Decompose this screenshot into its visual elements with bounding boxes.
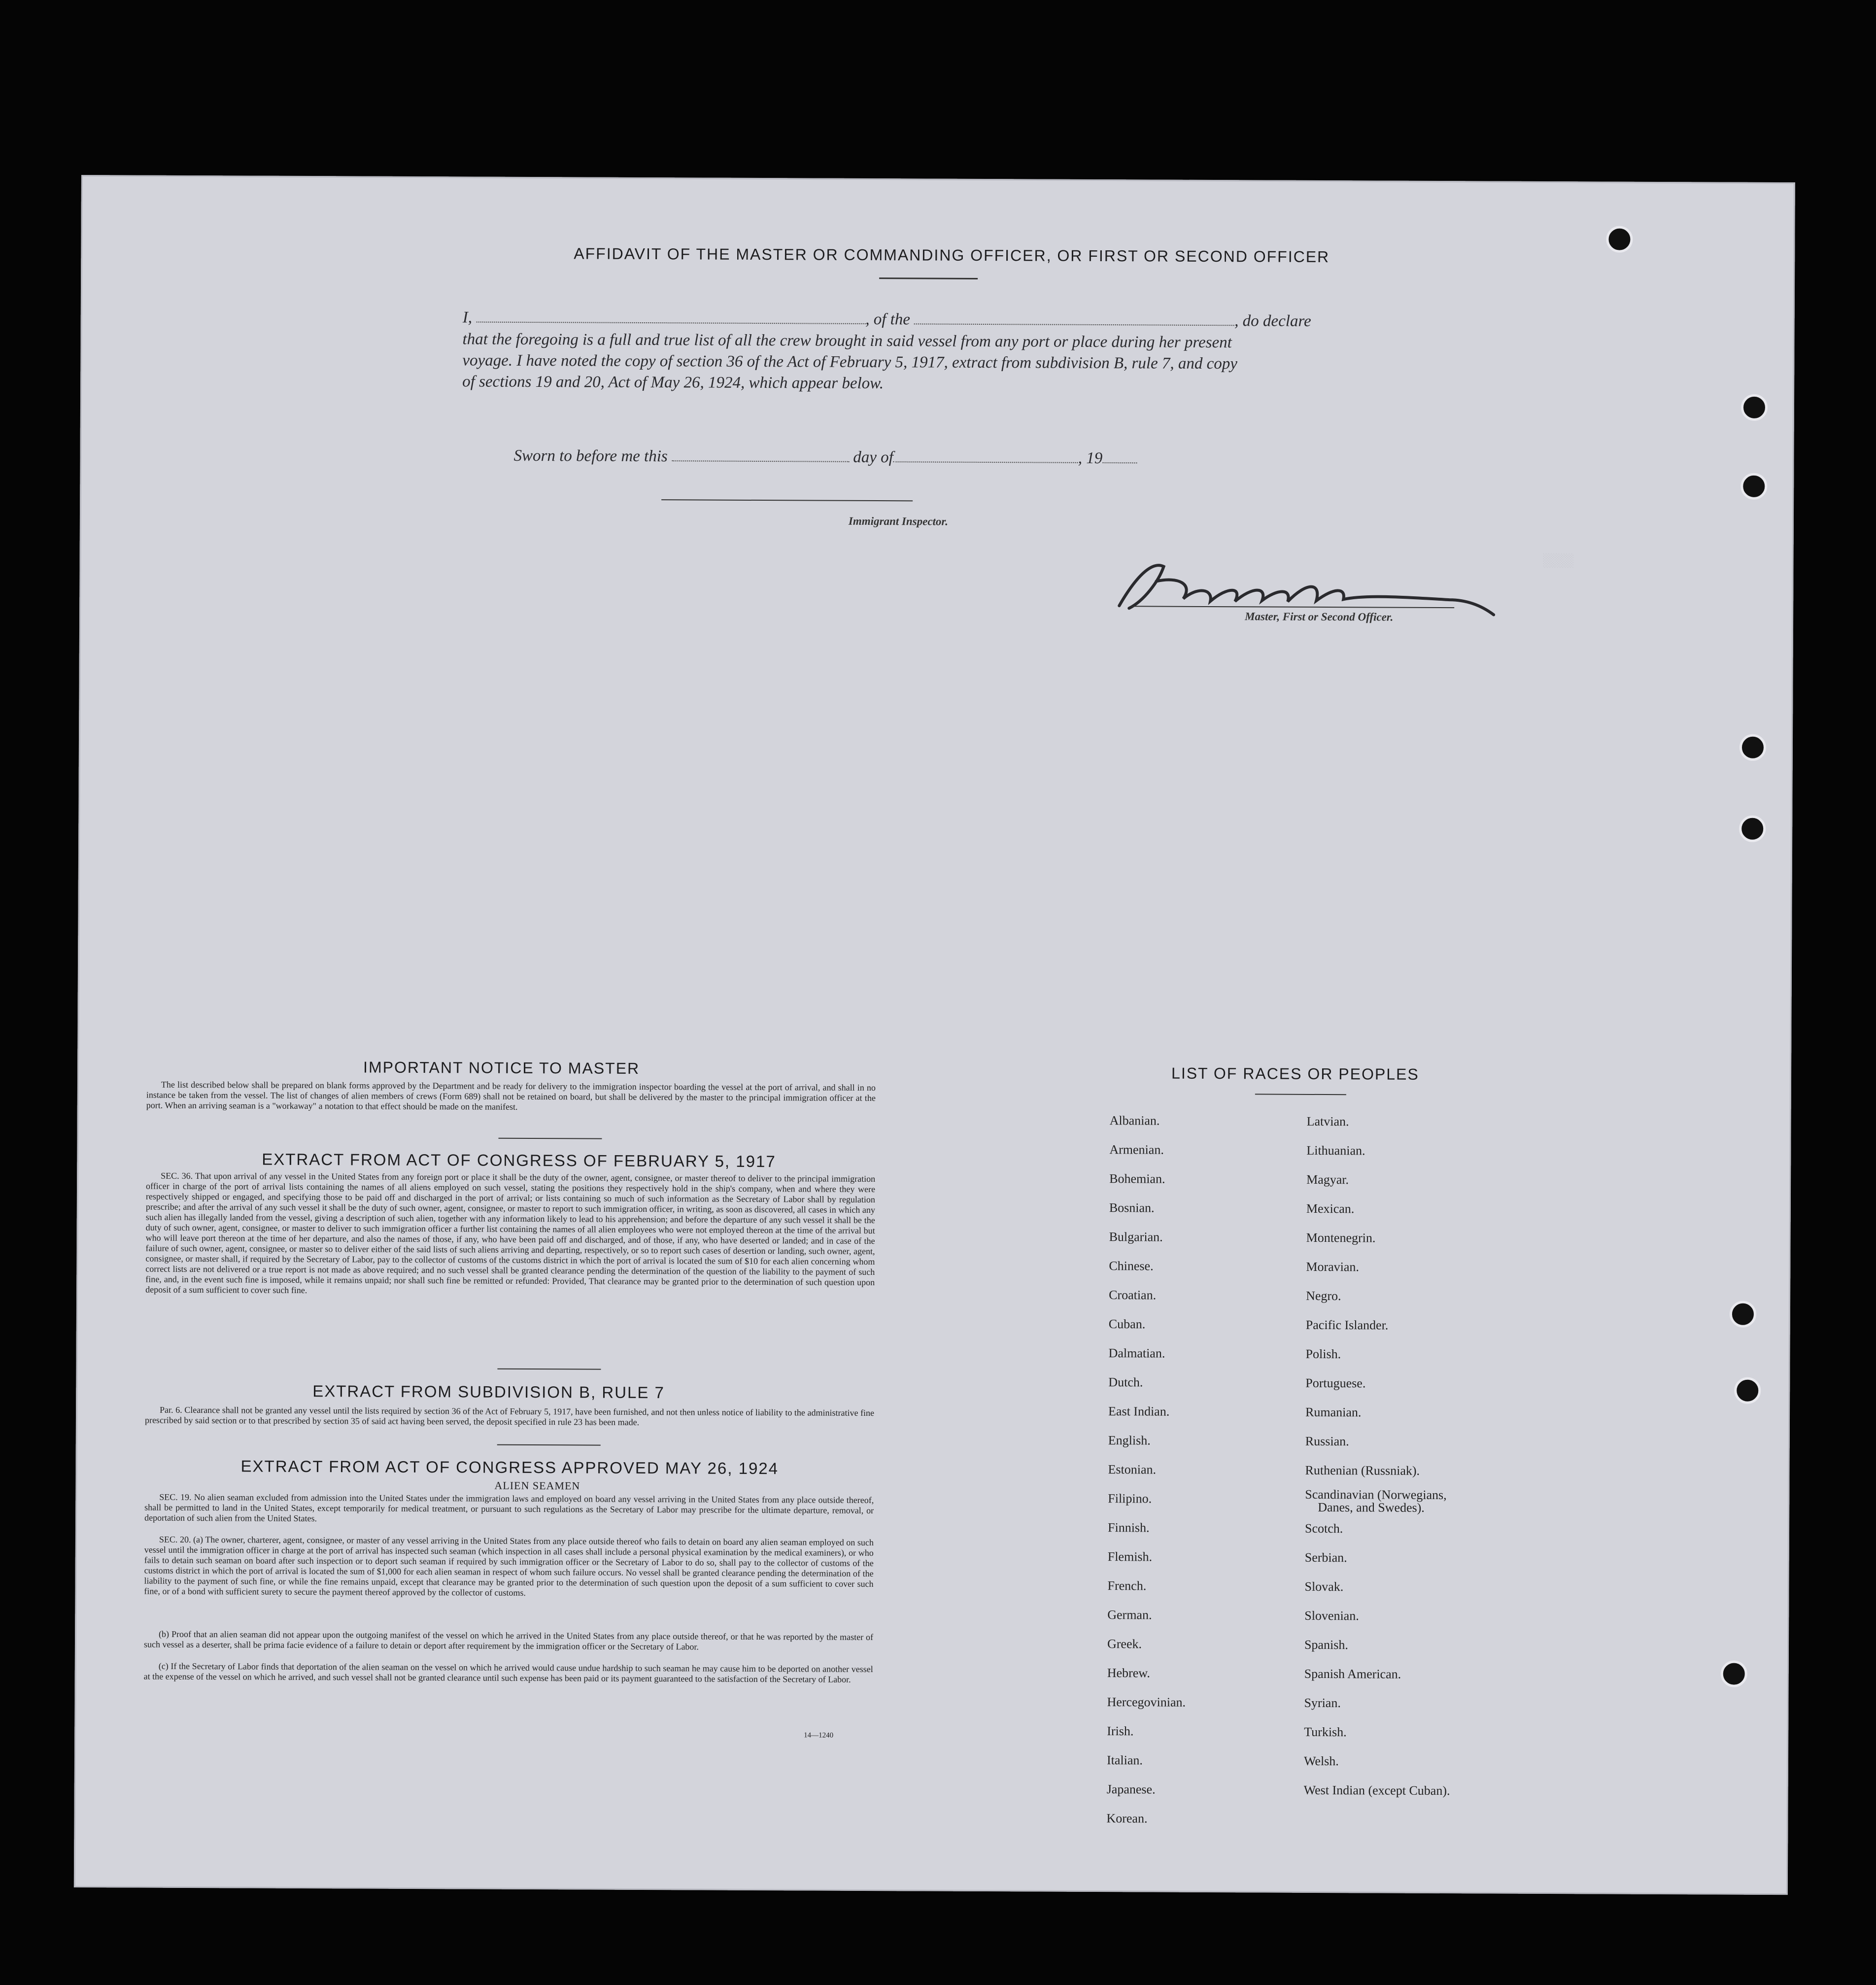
title-underline bbox=[879, 277, 978, 279]
sworn-year-blank[interactable] bbox=[1102, 450, 1137, 463]
race-item: Welsh. bbox=[1303, 1753, 1339, 1769]
extract-rule7-title: EXTRACT FROM SUBDIVISION B, RULE 7 bbox=[312, 1382, 665, 1402]
race-item: Flemish. bbox=[1107, 1549, 1153, 1564]
race-item: Negro. bbox=[1306, 1288, 1341, 1303]
punch-hole bbox=[1739, 816, 1766, 842]
race-item: German. bbox=[1107, 1608, 1152, 1622]
affidavit-line-3: voyage. I have noted the copy of section 36 of the Act of February 5, 1917, extract from subdivision B, rule 7, and copy bbox=[462, 351, 1238, 373]
race-item: Albanian. bbox=[1109, 1113, 1160, 1128]
punch-hole bbox=[1741, 394, 1768, 421]
race-item: Hebrew. bbox=[1107, 1666, 1150, 1680]
signature-caption: Master, First or Second Officer. bbox=[1245, 610, 1394, 623]
race-item: Slovenian. bbox=[1304, 1608, 1359, 1623]
sworn-date-blank[interactable] bbox=[672, 448, 849, 462]
alien-seamen-subtitle: ALIEN SEAMEN bbox=[494, 1479, 580, 1492]
punch-hole bbox=[1734, 1377, 1761, 1404]
race-item: Japanese. bbox=[1106, 1782, 1156, 1797]
race-item: Ruthenian (Russniak). bbox=[1305, 1463, 1420, 1478]
form-number: 14—1240 bbox=[804, 1731, 834, 1740]
race-item: Turkish. bbox=[1304, 1724, 1347, 1740]
notice-body: The list described below shall be prepared on blank forms approved by the Department and be ready for delivery to the immigration inspector boarding the vessel at the port of arrival, and shall in no instance be taken from the vessel. The list of changes of alien members of crews (Form 689) shall not be retained on board, but shall be delivered by the master to the principal immigration officer at the port. When an arriving seaman is a "workaway" a notation to that effect should be made on the manifest. bbox=[146, 1079, 876, 1112]
race-item: Croatian. bbox=[1109, 1288, 1157, 1302]
race-item: Portuguese. bbox=[1305, 1375, 1366, 1391]
sworn-month-blank[interactable] bbox=[893, 449, 1078, 463]
affidavit-line-2: that the foregoing is a full and true list of all the crew brought in said vessel from any port or place during her present bbox=[462, 330, 1232, 352]
race-item: Scandinavian (Norwegians, bbox=[1305, 1487, 1447, 1503]
document-page: ░░░░ AFFIDAVIT OF THE MASTER OR COMMANDING OFFICER, OR FIRST OR SECOND OFFICER I, , of the , do declare that the foregoing is a full and true list of all the crew brought in said vessel from any port or place during her present voyage. I have noted the copy of section 36 of the Act of February 5, 1917, extract from subdivision B, rule 7, and copy of sections 19 and 20, Act of May 26, 1924, which appear below. Master, First or Second Officer. Sworn to before me this day of , 19 Immigrant Inspector. IMPORTANT NOTICE TO MASTER The list described below shall be prepared on blank forms approved by the Department and be ready for delivery to the immigration inspector boarding the vessel at the port of arrival, and shall in no instance be taken from the vessel. The list of changes of alien members of crews (Form 689) shall not be retained on board, but shall be delivered by the master to the principal immigration officer at the port. When an arriving seaman is a "workaway" a notation to that effect should be made on the manifest. EXTRACT FROM ACT OF CONGRESS OF FEBRUARY 5, 1917 SEC. 36. That upon arrival of any vessel in the United States from any foreign port or place it shall be the duty of the owner, agent, consignee, or master thereof to deliver to the principal immigration officer in charge of the port of arrival lists containing the names of all aliens employed on such vessel, stating the positions they respectively hold in the ship's company, when and where they were respectively shipped or engaged, and specifying those to be paid off and discharged in the port of arrival; or lists containing so much of such information as the Secretary of Labor shall by regulation prescribe; and after the arrival of any such vessel it shall be the duty of such owner, agent, consignee, or master to report to such immigration officer, in writing, as soon as discovered, all cases in which any such alien has illegally landed from the vessel, giving a description of such alien, together with any information likely to lead to his apprehension; and before the departure of any such vessel it shall be the duty of such owner, agent, consignee, or master to deliver to such immigration officer a further list containing the names of all alien employees who were not employed thereon at the time of the arrival but who will leave port thereon at the time of her departure, and also the names of those, if any, who have been paid off and discharged, and of those, if any, who have deserted or landed; and in case of the failure of such owner, agent, consignee, or master so to deliver either of the said lists of such aliens arriving and departing, respectively, or so to report such cases of desertion or landing, such owner, agent, consignee, or master shall, if required by the Secretary of Labor, pay to the collector of customs of the customs district in which the port of arrival is located the sum of $10 for each alien concerning whom correct lists are not delivered or a true report is not made as above required; and no such vessel shall be granted clearance pending the determination of the question of the liability to the payment of such fine, and, in the event such fine is imposed, while it remains unpaid; nor shall such fine be remitted or refunded: Provided, That clearance may be granted prior to the determination of such question upon deposit of a sum sufficient to cover such fine. EXTRACT FROM SUBDIVISION B, RULE 7 Par. 6. Clearance shall not be granted any vessel until the lists required by section 36 of the Act of February 5, 1917, have been furnished, and not then unless notice of liability to the administrative fine prescribed by said section or to that prescribed by section 35 of said act having been served, the deposit specified in rule 23 has been made. EXTRACT FROM ACT OF CONGRESS APPROVED MAY 26, 1924 ALIEN SEAMEN SEC. 19. No alien seaman excluded from admission into the United States under the immigration laws and employed on board any vessel arriving in the United States from any place outside thereof, shall be permitted to land in the United States, except temporarily for medical treatment, or pursuant to such regulations as the Secretary of Labor may prescribe for the ultimate departure, removal, or deportation of such alien from the United States. SEC. 20. (a) The owner, charterer, agent, consignee, or master of any vessel arriving in the United States from any place outside thereof who fails to detain on board any alien seaman employed on such vessel until the immigration officer in charge at the port of arrival has inspected such seaman (which inspection in all cases shall include a personal physical examination by the medical examiners), or who fails to detain such seaman on board after such inspection or to deport such seaman if required by such immigration officer or the Secretary of Labor to do so, shall pay to the collector of customs of the customs district in which the port of arrival is located the sum of $1,000 for each alien seaman in respect of whom such failure occurs. No vessel shall be granted clearance pending the determination of the liability to the payment of such fine, or while the fine remains unpaid, except that clearance may be granted prior to the determination of such question upon the deposit of a sum sufficient to cover such fine, or of a bond with sufficient surety to secure the payment thereof approved by the collector of customs. (b) Proof that an alien seaman did not appear upon the outgoing manifest of the vessel on which he arrived in the United States from any place outside thereof, or that he was reported by the master of such vessel as a deserter, shall be prima facie evidence of a failure to detain or deport after requirement by the immigration officer or the Secretary of Labor. (c) If the Secretary of Labor finds that deportation of the alien seaman on the vessel on which he arrived would cause undue hardship to such seaman he may cause him to be deported on another vessel at the expense of the vessel on which he arrived, and such vessel shall not be granted clearance until such expense has been paid or its payment guaranteed to the satisfaction of the Secretary of Labor. 14—1240 LIST OF RACES OR PEOPLES Albanian. Armenian. Bohemian. Bosnian. Bulgarian. Chinese. Croatian. Cuban. Dalmatian. Dutch. East Indian. English. Estonian. Filipino. Finnish. Flemish. French. German. Greek. Hebrew. Hercegovinian. Irish. Italian. Japanese. Korean. Latvian. Lithuanian. Magyar. Mexican. Montenegrin. Moravian. Negro. Pacific Islander. Polish. Portuguese. Rumanian. Russian. Ruthenian (Russniak). Scandinavian (Norwegians, Danes, and Swedes). Scotch. Serbian. Slovak. Slovenian. Spanish. Spanish American. Syrian. Turkish. Welsh. West Indian (except Cuban). bbox=[74, 175, 1795, 1895]
race-item: Cuban. bbox=[1108, 1317, 1146, 1332]
race-item: Irish. bbox=[1107, 1724, 1134, 1739]
divider bbox=[1255, 1094, 1346, 1095]
punch-hole bbox=[1740, 473, 1767, 500]
extract-1917-body: SEC. 36. That upon arrival of any vessel in the United States from any foreign port or place it shall be the duty of the owner, agent, consignee, or master thereof to deliver to the principal immigration officer in charge of the port of arrival lists containing the names of all aliens employed on such vessel, stating the positions they respectively hold in the ship's company, when and where they were respectively shipped or engaged, and specifying those to be paid off and discharged in the port of arrival; or lists containing so much of such information as the Secretary of Labor shall by regulation prescribe; and after the arrival of any such vessel it shall be the duty of such owner, agent, consignee, or master to report to such immigration officer, in writing, as soon as discovered, all cases in which any such alien has illegally landed from the vessel, giving a description of such alien, together with any information likely to lead to his apprehension; and before the departure of any such vessel it shall be the duty of such owner, agent, consignee, or master to deliver to such immigration officer a further list containing the names of all alien employees who were not employed thereon at the time of the arrival but who will leave port thereon at the time of her departure, and also the names of those, if any, who have been paid off and discharged, and of those, if any, who have deserted or landed; and in case of the failure of such owner, agent, consignee, or master so to deliver either of the said lists of such aliens arriving and departing, respectively, or so to report such cases of desertion or landing, such owner, agent, consignee, or master shall, if required by the Secretary of Labor, pay to the collector of customs of the customs district in which the port of arrival is located the sum of $10 for each alien concerning whom correct lists are not delivered or a true report is not made as above required; and no such vessel shall be granted clearance pending the determination of the question of the liability to the payment of such fine, and, in the event such fine is imposed, while it remains unpaid; nor shall such fine be remitted or refunded: Provided, That clearance may be granted prior to the determination of such question upon deposit of a sum sufficient to cover such fine. bbox=[145, 1170, 876, 1296]
extract-1924-title: EXTRACT FROM ACT OF CONGRESS APPROVED MAY 26, 1924 bbox=[240, 1457, 779, 1478]
race-item: Serbian. bbox=[1304, 1550, 1347, 1565]
name-blank[interactable] bbox=[476, 309, 865, 324]
affidavit-i: I, bbox=[462, 308, 473, 327]
sworn-prefix: Sworn to before me this bbox=[513, 446, 668, 466]
race-item: Lithuanian. bbox=[1306, 1143, 1365, 1158]
race-item: Montenegrin. bbox=[1306, 1230, 1376, 1245]
races-left-column bbox=[1106, 1106, 1188, 1833]
notice-title: IMPORTANT NOTICE TO MASTER bbox=[363, 1058, 640, 1077]
race-item: Slovak. bbox=[1304, 1579, 1344, 1594]
race-item: Moravian. bbox=[1306, 1259, 1360, 1274]
race-item: Chinese. bbox=[1109, 1259, 1154, 1273]
races-title: LIST OF RACES OR PEOPLES bbox=[1171, 1064, 1419, 1083]
punch-hole bbox=[1730, 1301, 1756, 1328]
affidavit-title: AFFIDAVIT OF THE MASTER OR COMMANDING OFFICER, OR FIRST OR SECOND OFFICER bbox=[574, 244, 1330, 266]
race-item: Magyar. bbox=[1306, 1172, 1349, 1187]
race-item: Dalmatian. bbox=[1108, 1346, 1165, 1361]
race-item: Filipino. bbox=[1108, 1491, 1152, 1506]
divider bbox=[498, 1138, 602, 1139]
race-item: Russian. bbox=[1305, 1434, 1349, 1449]
divider bbox=[497, 1444, 601, 1446]
vessel-blank[interactable] bbox=[914, 311, 1234, 326]
race-item: Bulgarian. bbox=[1109, 1230, 1163, 1244]
race-item: Bohemian. bbox=[1109, 1171, 1165, 1186]
extract-rule7-body: Par. 6. Clearance shall not be granted any vessel until the lists required by section 36 of the Act of February 5, 1917, have been furnished, and not then unless notice of liability to the administrative fine prescribed by said section or to that prescribed by section 35 of said act having been served, the deposit specified in rule 23 has been made. bbox=[144, 1404, 875, 1427]
race-item: Spanish. bbox=[1304, 1637, 1348, 1652]
race-item: Korean. bbox=[1106, 1811, 1148, 1826]
race-item: Estonian. bbox=[1108, 1462, 1157, 1477]
race-item: Dutch. bbox=[1108, 1375, 1143, 1390]
race-item: West Indian (except Cuban). bbox=[1303, 1782, 1450, 1798]
race-item: Syrian. bbox=[1304, 1695, 1341, 1711]
sec-20b: (b) Proof that an alien seaman did not appear upon the outgoing manifest of the vessel on which he arrived in the United States from any place outside thereof, or that he was reported by the master of such vessel as a deserter, shall be prima facie evidence of a failure to detain or deport after requirement by the immigration officer or the Secretary of Labor. bbox=[143, 1629, 874, 1652]
race-item: French. bbox=[1107, 1578, 1147, 1593]
race-item: Finnish. bbox=[1107, 1520, 1150, 1535]
sworn-line bbox=[513, 447, 1137, 468]
inspector-signature-line bbox=[661, 499, 913, 501]
race-item: Danes, and Swedes). bbox=[1318, 1500, 1425, 1515]
race-item: Hercegovinian. bbox=[1107, 1695, 1186, 1710]
sec-20c: (c) If the Secretary of Labor finds that deportation of the alien seaman on the vessel on which he arrived would cause undue hardship to such seaman he may cause him to be deported on another vessel at the expense of the vessel on which he arrived, and such vessel shall not be granted clearance until such expense has been paid or its payment guaranteed to the satisfaction of the Secretary of Labor. bbox=[143, 1661, 873, 1684]
race-item: Greek. bbox=[1107, 1637, 1142, 1651]
race-item: Latvian. bbox=[1306, 1114, 1349, 1129]
sworn-year: , 19 bbox=[1078, 449, 1103, 468]
punch-hole bbox=[1740, 734, 1766, 761]
affidavit-line-4: of sections 19 and 20, Act of May 26, 1924, which appear below. bbox=[462, 373, 884, 393]
sworn-day-of: day of bbox=[853, 448, 893, 467]
extract-1917-title: EXTRACT FROM ACT OF CONGRESS OF FEBRUARY 5, 1917 bbox=[262, 1150, 776, 1171]
race-item: Spanish American. bbox=[1304, 1666, 1401, 1681]
race-item: Rumanian. bbox=[1305, 1404, 1362, 1420]
races-right-column bbox=[1304, 1107, 1453, 1805]
race-item: Mexican. bbox=[1306, 1201, 1355, 1216]
affidavit-declare: , do declare bbox=[1234, 312, 1311, 330]
race-item: East Indian. bbox=[1108, 1404, 1170, 1419]
inspector-caption: Immigrant Inspector. bbox=[848, 514, 948, 528]
race-item: Pacific Islander. bbox=[1305, 1317, 1389, 1333]
sec-20a: SEC. 20. (a) The owner, charterer, agent, consignee, or master of any vessel arriving in the United States from any place outside thereof who fails to detain on board any alien seaman employed on such vessel until the immigration officer in charge at the port of arrival has inspected such seaman (which inspection in all cases shall include a personal physical examination by the medical examiners), or who fails to detain such seaman on board after such inspection or to deport such seaman if required by such immigration officer or the Secretary of Labor to do so, shall pay to the collector of customs of the customs district in which the port of arrival is located the sum of $1,000 for each alien seaman in respect of whom such failure occurs. No vessel shall be granted clearance pending the determination of the liability to the payment of such fine, or while the fine remains unpaid, except that clearance may be granted prior to the determination of such question upon the deposit of a sum sufficient to cover such fine, or of a bond with sufficient surety to secure the payment thereof approved by the collector of customs. bbox=[144, 1534, 874, 1598]
affidavit-of-the: , of the bbox=[865, 310, 911, 329]
race-item: English. bbox=[1108, 1433, 1151, 1448]
punch-hole bbox=[1606, 226, 1633, 253]
race-item: Polish. bbox=[1305, 1346, 1341, 1362]
race-item: Armenian. bbox=[1109, 1142, 1164, 1157]
affidavit-declaration-line bbox=[463, 308, 1311, 331]
sec-19: SEC. 19. No alien seaman excluded from admission into the United States under the immigration laws and employed on board any vessel arriving in the United States from any place outside thereof, shall be permitted to land in the United States, except temporarily for medical treatment, or pursuant to such regulations as the Secretary of Labor may prescribe for the ultimate departure, removal, or deportation of such alien from the United States. bbox=[144, 1492, 874, 1524]
punch-hole bbox=[1721, 1661, 1747, 1687]
race-item: Scotch. bbox=[1304, 1521, 1343, 1536]
race-item: Bosnian. bbox=[1109, 1200, 1155, 1215]
race-item: Italian. bbox=[1106, 1753, 1143, 1768]
divider bbox=[497, 1369, 601, 1370]
